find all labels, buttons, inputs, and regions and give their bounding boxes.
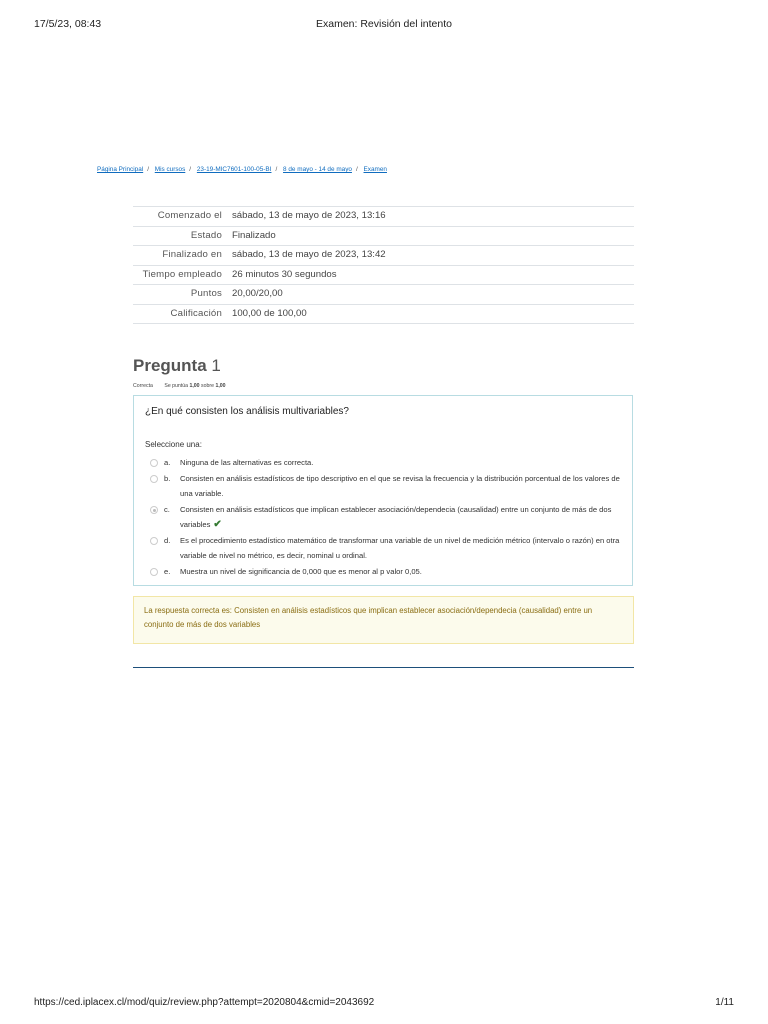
summary-label: Finalizado en (133, 246, 227, 266)
summary-label: Calificación (133, 304, 227, 324)
question-divider (133, 667, 634, 668)
print-url: https://ced.iplacex.cl/mod/quiz/review.php?attempt=2020804&cmid=2043692 (34, 997, 375, 1008)
print-title: Examen: Revisión del intento (316, 18, 452, 30)
summary-label: Estado (133, 226, 227, 246)
answer-text: Muestra un nivel de significancia de 0,000 que es menor al p valor 0,05. (180, 567, 422, 576)
summary-value: 20,00/20,00 (227, 285, 634, 305)
breadcrumb-week[interactable]: 8 de mayo - 14 de mayo (283, 166, 352, 173)
answer-list (145, 455, 622, 580)
summary-row-time-taken (133, 265, 634, 285)
correct-answer-feedback: La respuesta correcta es: Consisten en análisis estadísticos que implican establecer asociación/dependecia (causalidad) entre un conjunto de más de dos variables (133, 596, 634, 644)
answer-text: Es el procedimiento estadístico matemático de transformar una variable de un nivel de medición métrico (intervalo o razón) en otra variable de nivel no métrico, es decir, nominal u ordinal. (180, 536, 620, 560)
answer-option-e[interactable] (145, 564, 622, 579)
radio-button[interactable] (150, 475, 158, 483)
answer-text: Consisten en análisis estadísticos que implican establecer asociación/dependecia (causalidad) entre un conjunto de más de dos variables (180, 505, 612, 529)
summary-label: Puntos (133, 285, 227, 305)
question-state: Correcta (133, 383, 153, 389)
summary-row-points (133, 285, 634, 305)
answer-letter: c. (164, 505, 170, 514)
answer-option-d[interactable] (145, 533, 622, 563)
radio-button[interactable] (150, 459, 158, 467)
question-number: 1 (211, 356, 221, 375)
question-grade: Se puntúa 1,00 sobre 1,00 (164, 383, 226, 389)
question-content-box (133, 395, 633, 586)
attempt-summary-table (133, 206, 634, 324)
summary-label: Comenzado el (133, 207, 227, 227)
question-heading: Pregunta (133, 356, 207, 375)
answer-letter: e. (164, 567, 171, 576)
answer-letter: d. (164, 536, 171, 545)
summary-row-grade (133, 304, 634, 324)
summary-value: Finalizado (227, 226, 634, 246)
summary-value: 26 minutos 30 segundos (227, 265, 634, 285)
answer-letter: a. (164, 458, 171, 467)
summary-row-started (133, 207, 634, 227)
breadcrumb-course[interactable]: 23-19-MIC7601-100-05-BI (196, 166, 272, 173)
breadcrumb-my-courses[interactable]: Mis cursos (154, 166, 186, 173)
radio-button[interactable] (150, 537, 158, 545)
question-text: ¿En qué consisten los análisis multivariables? (145, 406, 349, 417)
answer-text: Consisten en análisis estadísticos de tipo descriptivo en el que se revisa la frecuencia y la distribución porcentual de los valores de una variable. (180, 474, 620, 498)
print-date: 17/5/23, 08:43 (34, 18, 102, 30)
answer-option-c[interactable] (145, 502, 622, 532)
check-icon: ✔ (213, 519, 222, 530)
answer-option-b[interactable] (145, 471, 622, 501)
breadcrumb-home[interactable]: Página Principal (97, 166, 144, 173)
question-title (133, 356, 221, 376)
page-number: 1/11 (715, 997, 734, 1008)
summary-row-finished (133, 246, 634, 266)
summary-row-state (133, 226, 634, 246)
summary-label: Tiempo empleado (133, 265, 227, 285)
answer-letter: b. (164, 474, 171, 483)
summary-value: 100,00 de 100,00 (227, 304, 634, 324)
radio-button[interactable] (150, 568, 158, 576)
radio-button-selected[interactable] (150, 506, 158, 514)
answer-text: Ninguna de las alternativas es correcta. (180, 458, 314, 467)
summary-value: sábado, 13 de mayo de 2023, 13:16 (227, 207, 634, 227)
breadcrumb: Página Principal / Mis cursos / 23-19-MIC7601-100-05-BI / 8 de mayo - 14 de mayo / Examen (97, 166, 387, 173)
answer-option-a[interactable] (145, 455, 622, 470)
summary-value: sábado, 13 de mayo de 2023, 13:42 (227, 246, 634, 266)
answer-prompt: Seleccione una: (145, 440, 202, 449)
breadcrumb-exam[interactable]: Examen (363, 166, 387, 173)
question-info (133, 383, 226, 389)
